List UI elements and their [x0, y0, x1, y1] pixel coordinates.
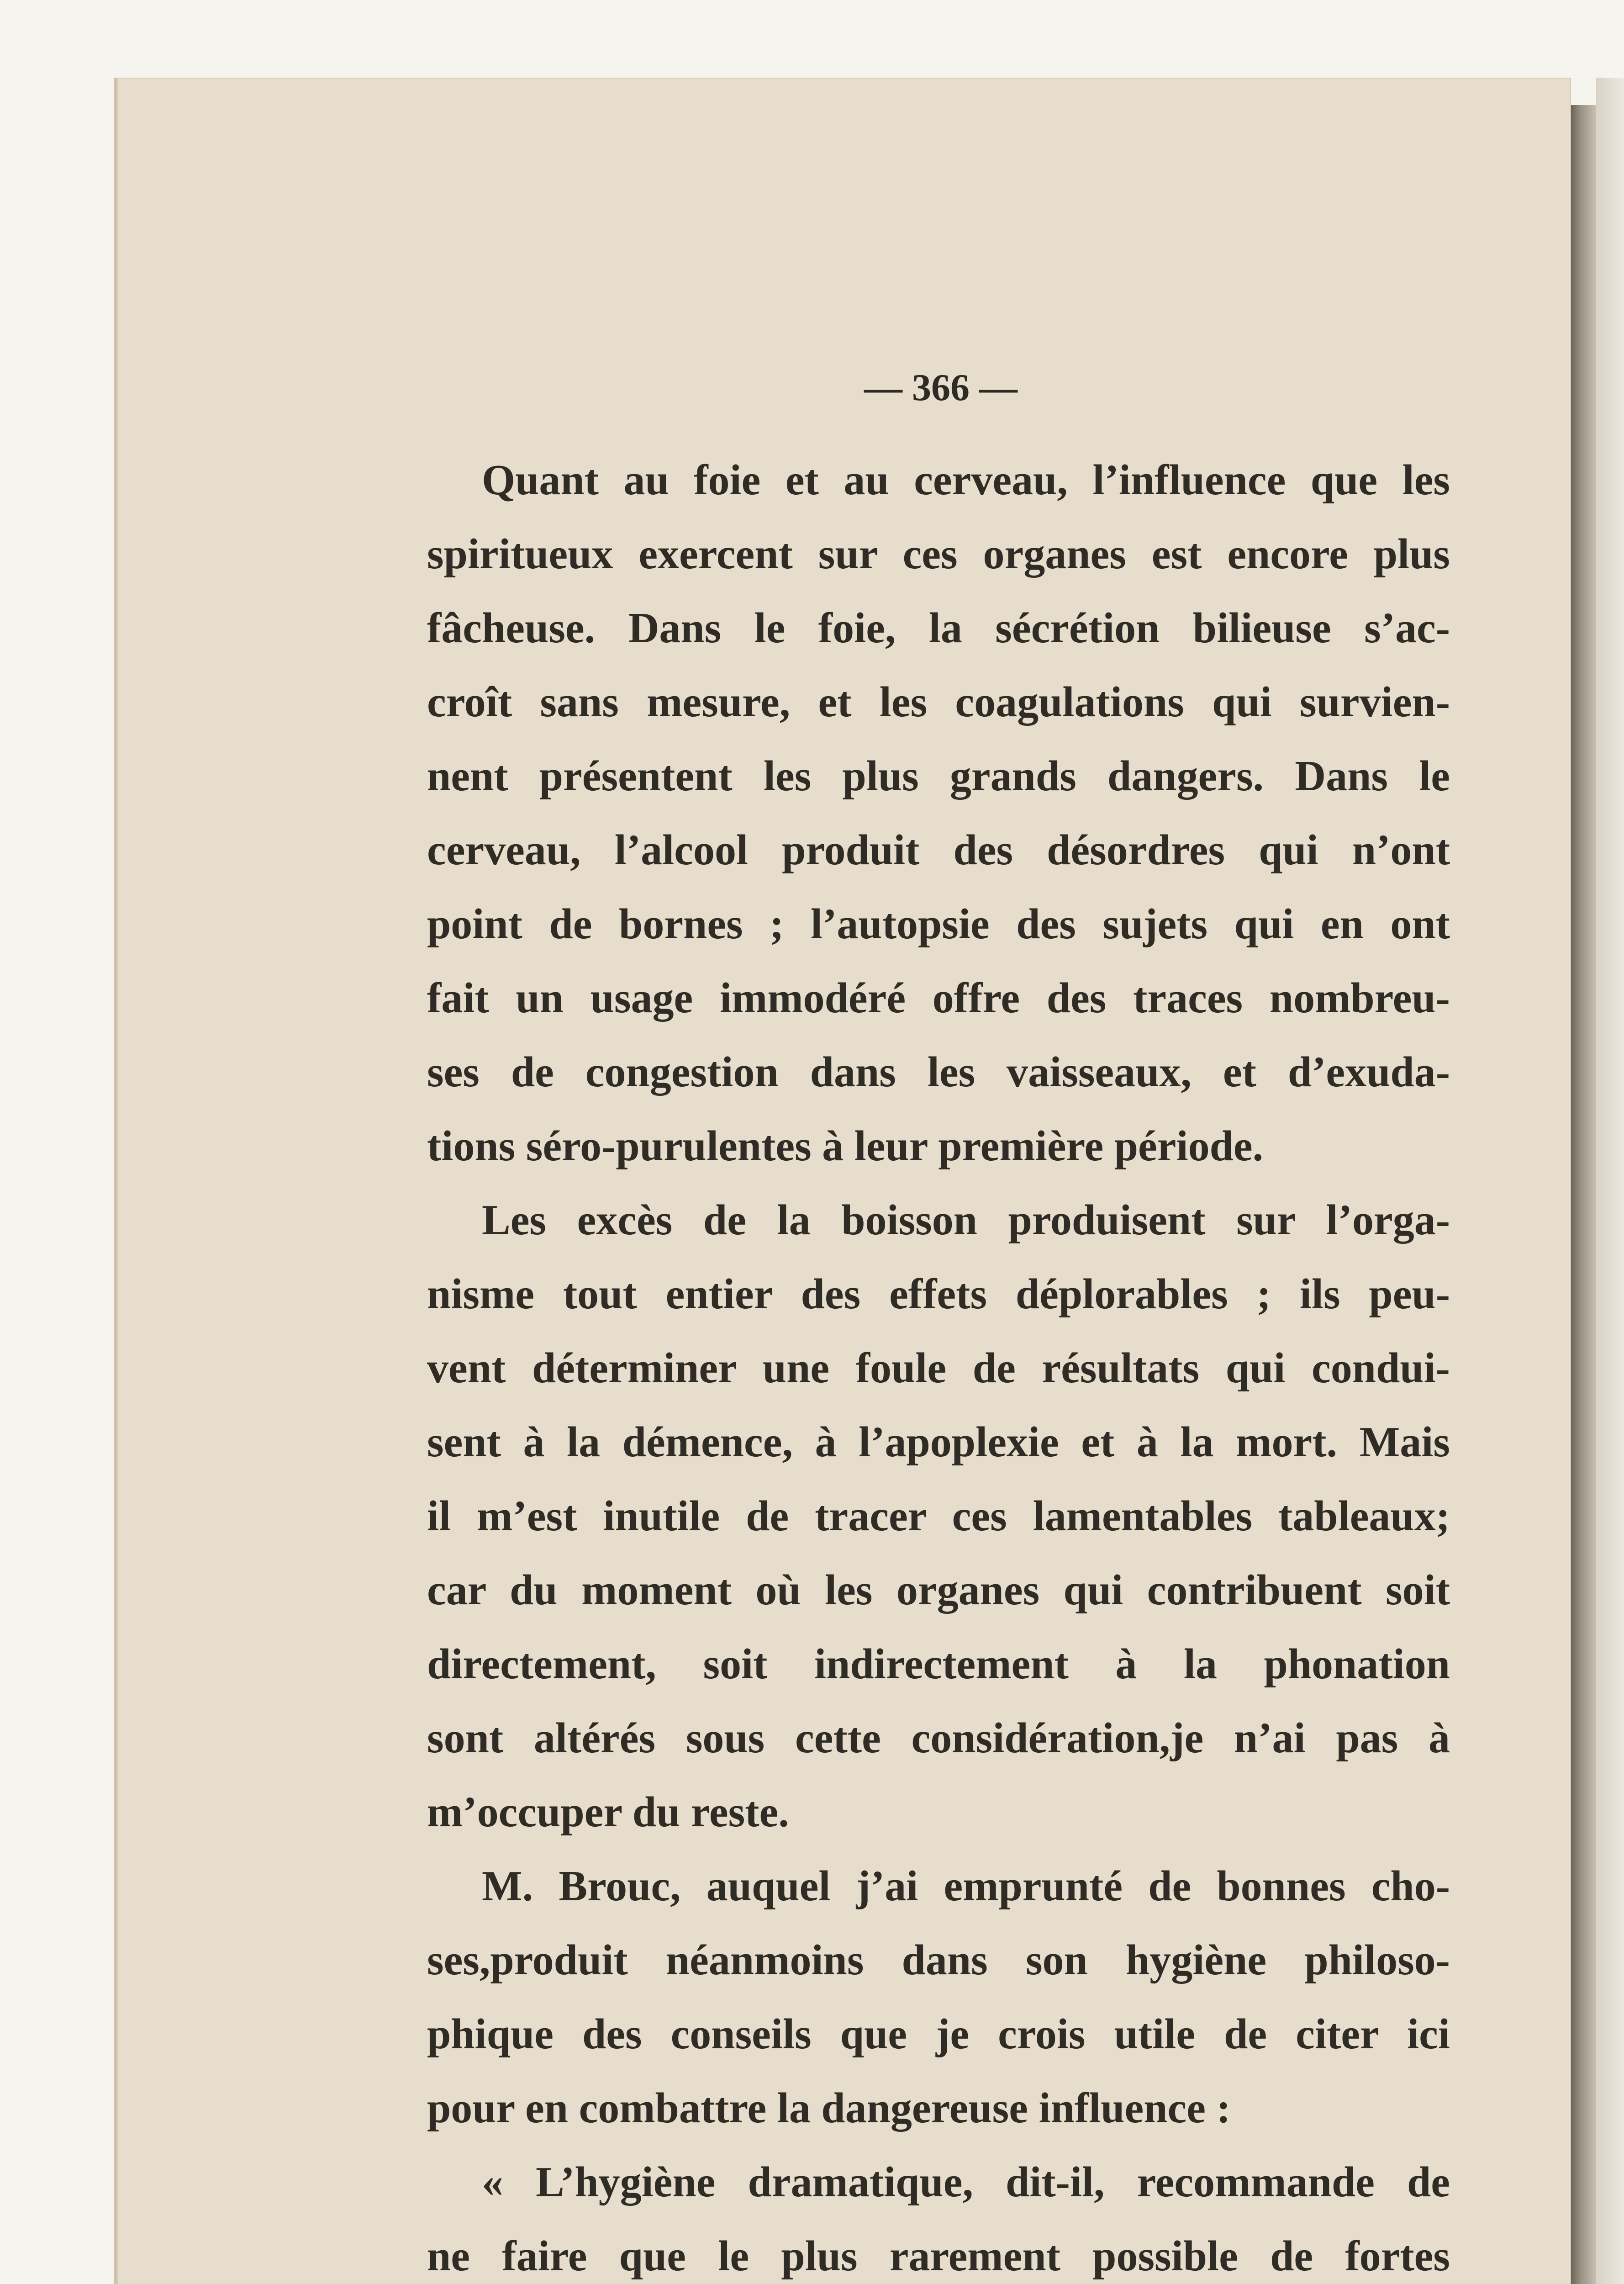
text-line: pour en combattre la dangereuse influence :	[427, 2084, 1231, 2132]
text-line: tions séro-purulentes à leur première période.	[427, 1122, 1264, 1170]
text-line: phique des conseils que je crois utile de citer ici	[427, 2010, 1450, 2058]
text-line: vent déterminer une foule de résultats qui condui-	[427, 1344, 1450, 1392]
text-line: nisme tout entier des effets déplorables ; ils peu-	[427, 1270, 1450, 1318]
text-line: ses,produit néanmoins dans son hygiène philoso-	[427, 1936, 1450, 1984]
text-line: sent à la démence, à l’apoplexie et à la mort. Mais	[427, 1418, 1450, 1466]
text-line: cerveau, l’alcool produit des désordres qui n’ont	[427, 826, 1450, 874]
text-line: Quant au foie et au cerveau, l’influence que les	[482, 456, 1450, 504]
page-number: — 366 —	[864, 366, 1018, 409]
text-line: nent présentent les plus grands dangers. Dans le	[427, 752, 1450, 800]
text-line: fâcheuse. Dans le foie, la sécrétion bilieuse s’ac-	[427, 604, 1450, 652]
body-text	[427, 443, 1450, 2284]
text-line: il m’est inutile de tracer ces lamentables tableaux;	[427, 1492, 1450, 1540]
text-line: M. Brouc, auquel j’ai emprunté de bonnes cho-	[482, 1862, 1450, 1910]
text-line: ne faire que le plus rarement possible de fortes	[427, 2232, 1450, 2280]
text-line: point de bornes ; l’autopsie des sujets qui en ont	[427, 900, 1450, 948]
text-line: spiritueux exercent sur ces organes est encore plus	[427, 530, 1450, 578]
text-line: Les excès de la boisson produisent sur l’orga-	[482, 1196, 1450, 1244]
text-line: fait un usage immodéré offre des traces nombreu-	[427, 974, 1450, 1022]
page-edge	[1596, 78, 1624, 2284]
text-line: « L’hygiène dramatique, dit-il, recommande de	[482, 2158, 1450, 2206]
page-edge-shadow	[1571, 105, 1596, 2284]
text-line: croît sans mesure, et les coagulations qui survien-	[427, 678, 1450, 726]
text-line: sont altérés sous cette considération,je n’ai pas à	[427, 1714, 1450, 1762]
text-line: directement, soit indirectement à la phonation	[427, 1640, 1450, 1688]
text-line: car du moment où les organes qui contribuent soit	[427, 1566, 1450, 1614]
text-line: ses de congestion dans les vaisseaux, et d’exuda-	[427, 1048, 1450, 1096]
text-line: m’occuper du reste.	[427, 1788, 789, 1836]
